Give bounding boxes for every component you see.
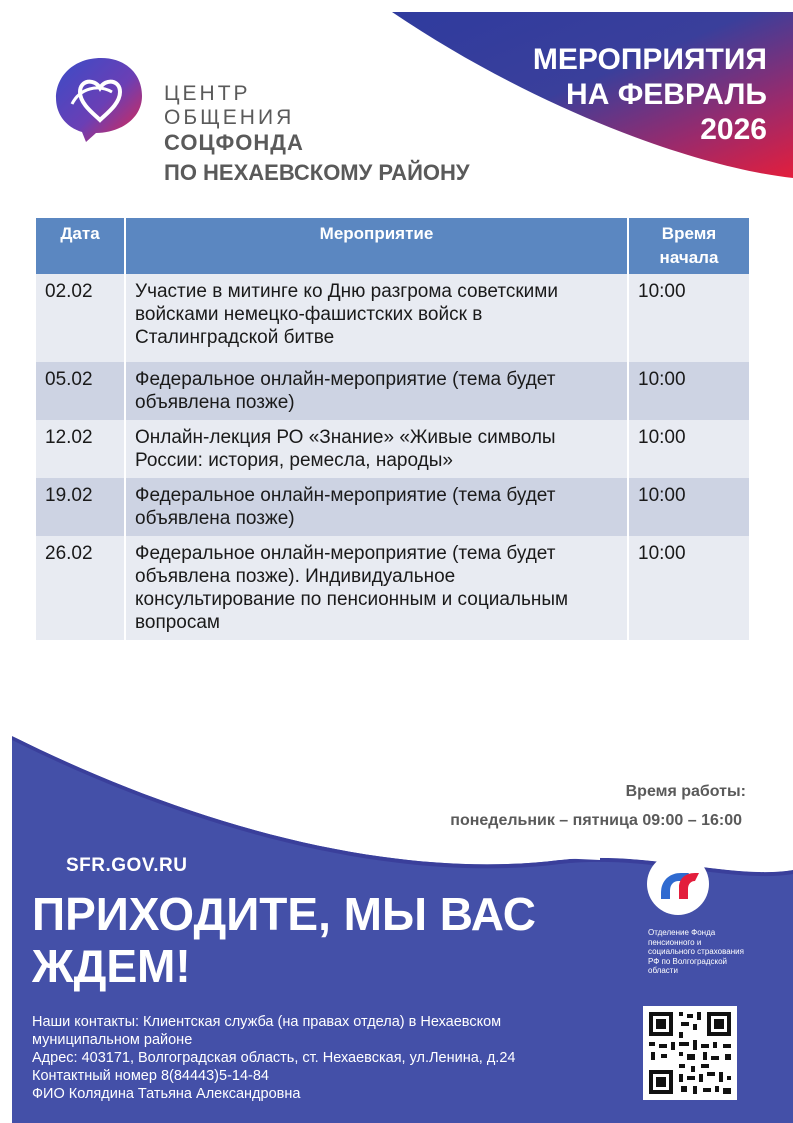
hours-value: понедельник – пятница 09:00 – 16:00 bbox=[450, 812, 742, 829]
page-title bbox=[467, 42, 767, 147]
row-date: 19.02 bbox=[36, 478, 125, 536]
logo-line-2: ОБЩЕНИЯ bbox=[164, 106, 295, 129]
row-time: 10:00 bbox=[628, 478, 749, 536]
header-event: Мероприятие bbox=[125, 218, 628, 274]
website-link[interactable]: SFR.GOV.RU bbox=[66, 855, 188, 876]
header-date: Дата bbox=[36, 218, 125, 274]
row-event: Участие в митинге ко Дню разгрома советскими войсками немецко-фашистских войск в Сталинградской битве bbox=[125, 274, 628, 362]
logo-line-3: СОЦФОНДА bbox=[164, 130, 304, 155]
logo-line-1: ЦЕНТР bbox=[164, 82, 251, 105]
row-time: 10:00 bbox=[628, 362, 749, 420]
contacts-block bbox=[32, 1013, 592, 1103]
row-event: Федеральное онлайн-мероприятие (тема будет объявлена позже) bbox=[125, 362, 628, 420]
row-event: Онлайн-лекция РО «Знание» «Живые символы России: история, ремесла, народы» bbox=[125, 420, 628, 478]
contacts-line-1: Наши контакты: Клиентская служба (на правах отдела) в Нехаевском муниципальном районе bbox=[32, 1014, 502, 1048]
table-row bbox=[36, 478, 749, 536]
row-date: 05.02 bbox=[36, 362, 125, 420]
row-date: 02.02 bbox=[36, 274, 125, 362]
row-event: Федеральное онлайн-мероприятие (тема будет объявлена позже). Индивидуальное консультирование по пенсионным и социальным вопросам bbox=[125, 536, 628, 640]
title-line-2: НА ФЕВРАЛЬ bbox=[566, 78, 767, 111]
title-line-3: 2026 bbox=[700, 113, 767, 146]
contacts-phone: Контактный номер 8(84443)5-14-84 bbox=[32, 1068, 269, 1084]
table-row bbox=[36, 274, 749, 362]
heart-speech-logo-icon bbox=[50, 52, 152, 142]
table-row bbox=[36, 362, 749, 420]
qr-code-icon[interactable] bbox=[643, 1006, 737, 1100]
events-table bbox=[36, 218, 749, 640]
table-row bbox=[36, 536, 749, 640]
header-time: Время начала bbox=[628, 218, 749, 274]
logo-wordmark bbox=[164, 82, 304, 156]
call-to-action-heading: ПРИХОДИТЕ, МЫ ВАС ЖДЕМ! bbox=[32, 888, 537, 992]
hours-label: Время работы: bbox=[625, 783, 746, 800]
sfr-logo-icon bbox=[643, 853, 713, 915]
row-date: 12.02 bbox=[36, 420, 125, 478]
table-row bbox=[36, 420, 749, 478]
title-line-1: МЕРОПРИЯТИЯ bbox=[532, 43, 767, 76]
table-header-row bbox=[36, 218, 749, 274]
district-subtitle: ПО НЕХАЕВСКОМУ РАЙОНУ bbox=[164, 160, 470, 185]
sfr-caption: Отделение Фонда пенсионного и социального страхования РФ по Волгоградской области bbox=[648, 928, 744, 975]
contacts-address: Адрес: 403171, Волгоградская область, ст. Нехаевская, ул.Ленина, д.24 bbox=[32, 1050, 516, 1066]
row-date: 26.02 bbox=[36, 536, 125, 640]
row-time: 10:00 bbox=[628, 420, 749, 478]
row-event: Федеральное онлайн-мероприятие (тема будет объявлена позже) bbox=[125, 478, 628, 536]
row-time: 10:00 bbox=[628, 274, 749, 362]
row-time: 10:00 bbox=[628, 536, 749, 640]
contacts-person: ФИО Колядина Татьяна Александровна bbox=[32, 1086, 301, 1102]
